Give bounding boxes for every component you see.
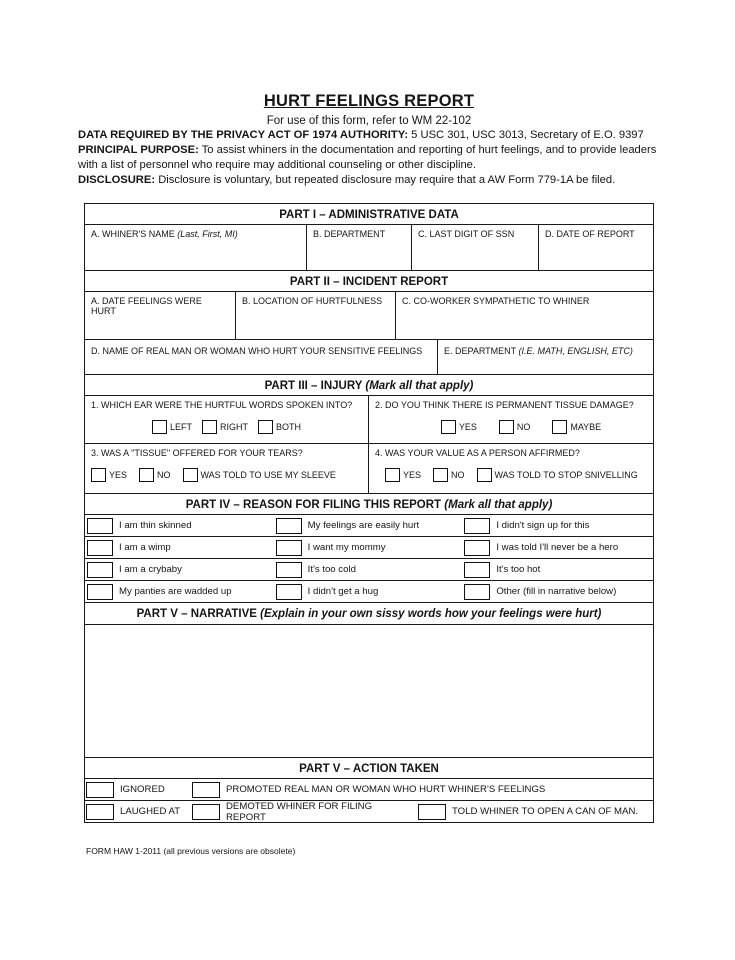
part3-questions-b (85, 443, 653, 493)
reason-row (85, 580, 653, 602)
action-demoted-label: DEMOTED WHINER FOR FILING REPORT (226, 800, 373, 823)
q4-option-no[interactable] (433, 468, 465, 482)
q1-option-right-label: RIGHT (220, 422, 248, 432)
question-1 (85, 396, 368, 443)
disclosure-text: Disclosure is voluntary, but repeated disclosure may require that a AW Form 779-1A be filed. (158, 174, 616, 186)
checkbox[interactable] (464, 518, 490, 534)
action-heading-row (85, 758, 653, 778)
q1-option-both-label: BOTH (276, 422, 302, 432)
department-label: B. DEPARTMENT (313, 229, 386, 239)
question-3 (85, 444, 368, 493)
reason-item[interactable] (276, 515, 465, 536)
offender-department-hint: (I.E. MATH, ENGLISH, ETC) (518, 346, 633, 356)
narrative-heading (85, 603, 653, 623)
checkbox[interactable] (183, 468, 198, 482)
offender-name-field[interactable] (85, 340, 437, 374)
q1-option-left[interactable] (152, 420, 192, 434)
action-row-1 (85, 778, 653, 800)
checkbox[interactable] (464, 562, 490, 578)
part1-heading: PART I – ADMINISTRATIVE DATA (279, 209, 459, 221)
reason-item[interactable] (464, 515, 653, 536)
q3-option-sleeve[interactable] (183, 468, 336, 482)
offender-department-label: E. DEPARTMENT (444, 346, 517, 356)
reason-item[interactable] (85, 581, 276, 602)
offender-name-label: D. NAME OF REAL MAN OR WOMAN WHO HURT YOUR SENSITIVE FEELINGS (91, 346, 423, 356)
part3-title: PART III – INJURY (264, 380, 363, 392)
part4-hint: (Mark all that apply) (444, 499, 553, 511)
part1-fields (85, 224, 653, 270)
offender-department-field[interactable] (437, 340, 653, 374)
privacy-line (78, 128, 660, 143)
q2-option-no[interactable] (499, 420, 531, 434)
reason-label: I didn't sign up for this (496, 520, 590, 531)
whiner-name-hint: (Last, First, MI) (177, 229, 238, 239)
part3-questions-a (85, 395, 653, 443)
reason-item[interactable] (276, 537, 465, 558)
part4-heading (85, 494, 653, 514)
purpose-label: PRINCIPAL PURPOSE: (78, 144, 199, 156)
reason-row (85, 558, 653, 580)
checkbox[interactable] (258, 420, 273, 434)
disclosure-line (78, 173, 660, 188)
checkbox[interactable] (276, 518, 302, 534)
reason-label: My panties are wadded up (119, 586, 232, 597)
action-row-2 (85, 800, 653, 822)
checkbox[interactable] (276, 562, 302, 578)
part3-hint: (Mark all that apply) (365, 380, 474, 392)
q4-option-yes[interactable] (385, 468, 421, 482)
reason-item[interactable] (276, 559, 465, 580)
checkbox[interactable] (87, 562, 113, 578)
question-1-text: 1. WHICH EAR WERE THE HURTFUL WORDS SPOKEN INTO? (91, 400, 353, 410)
part1-heading-row (85, 204, 653, 224)
q1-option-both[interactable] (258, 420, 301, 434)
reason-label: Other (fill in narrative below) (496, 586, 617, 597)
part4-title: PART IV – REASON FOR FILING THIS REPORT (185, 499, 442, 511)
checkbox[interactable] (152, 420, 167, 434)
part2-fields-b (85, 339, 653, 374)
whiner-name-label: A. WHINER'S NAME (91, 229, 175, 239)
question-2 (368, 396, 653, 443)
checkbox[interactable] (202, 420, 217, 434)
checkbox[interactable] (464, 584, 490, 600)
checkbox[interactable] (499, 420, 514, 434)
q3-option-sleeve-label: WAS TOLD TO USE MY SLEEVE (200, 470, 336, 480)
disclosure-label: DISCLOSURE: (78, 174, 156, 186)
q3-option-no-label: NO (157, 470, 171, 480)
reason-label: I didn't get a hug (307, 586, 379, 597)
reason-label: It's too hot (496, 564, 541, 575)
reason-label: I am a wimp (119, 542, 171, 553)
report-date-field[interactable] (538, 225, 653, 270)
checkbox[interactable] (87, 518, 113, 534)
question-1-options (91, 420, 362, 434)
checkbox[interactable] (86, 804, 114, 820)
q2-option-no-label: NO (516, 422, 531, 432)
checkbox[interactable] (477, 468, 492, 482)
location-field[interactable] (235, 292, 395, 339)
part2-fields-a (85, 291, 653, 339)
action-laughed-label: LAUGHED AT (120, 806, 181, 817)
checkbox[interactable] (87, 584, 113, 600)
question-4 (368, 444, 653, 493)
form-title: HURT FEELINGS REPORT (263, 92, 475, 110)
ssn-label: C. LAST DIGIT OF SSN (418, 229, 515, 239)
q2-option-maybe[interactable] (552, 420, 601, 434)
reason-item[interactable] (464, 581, 653, 602)
department-field[interactable] (306, 225, 411, 270)
question-3-text: 3. WAS A "TISSUE" OFFERED FOR YOUR TEARS? (91, 448, 303, 458)
checkbox[interactable] (464, 540, 490, 556)
q2-option-yes[interactable] (441, 420, 477, 434)
action-heading: PART V – ACTION TAKEN (299, 763, 439, 775)
privacy-text: 5 USC 301, USC 3013, Secretary of E.O. 9397 (411, 129, 644, 141)
narrative-title: PART V – NARRATIVE (136, 608, 257, 620)
question-3-options (91, 468, 362, 482)
checkbox[interactable] (87, 540, 113, 556)
whiner-name-field[interactable] (85, 225, 306, 270)
q3-option-yes[interactable] (91, 468, 127, 482)
purpose-line (78, 143, 660, 173)
q4-option-snivelling[interactable] (477, 468, 638, 482)
checkbox[interactable] (433, 468, 448, 482)
purpose-text: To assist whiners in the documentation and reporting of hurt feelings, and to provide leaders with a list of personnel who require may additional counseling or other discipline. (78, 144, 657, 171)
reason-item[interactable] (464, 559, 653, 580)
reason-item[interactable] (85, 537, 276, 558)
form-footer: FORM HAW 1-2011 (all previous versions are obsolete) (86, 846, 296, 856)
part2-heading-row (85, 270, 653, 291)
narrative-textarea[interactable] (85, 624, 653, 758)
reason-item[interactable] (276, 581, 465, 602)
q4-option-yes-label: YES (403, 470, 422, 480)
ssn-field[interactable] (411, 225, 538, 270)
checkbox[interactable] (86, 782, 114, 798)
narrative-hint: (Explain in your own sissy words how your feelings were hurt) (260, 608, 602, 620)
part3-heading (85, 375, 653, 395)
privacy-label: DATA REQUIRED BY THE PRIVACY ACT OF 1974 AUTHORITY: (78, 129, 409, 141)
action-promoted-label: PROMOTED REAL MAN OR WOMAN WHO HURT WHINER'S FEELINGS (226, 784, 546, 795)
reason-label: I am thin skinned (119, 520, 192, 531)
checkbox[interactable] (139, 468, 154, 482)
checkbox[interactable] (192, 804, 220, 820)
coworker-label: C. CO-WORKER SYMPATHETIC TO WHINER (402, 296, 590, 306)
location-label: B. LOCATION OF HURTFULNESS (242, 296, 383, 306)
checkbox[interactable] (276, 540, 302, 556)
reason-label: My feelings are easily hurt (307, 520, 420, 531)
checkbox[interactable] (276, 584, 302, 600)
reason-label: It's too cold (307, 564, 356, 575)
checkbox[interactable] (91, 468, 106, 482)
date-hurt-field[interactable] (85, 292, 235, 339)
part4-heading-row (85, 493, 653, 514)
q2-option-yes-label: YES (458, 422, 477, 432)
q4-option-no-label: NO (451, 470, 465, 480)
date-hurt-label: A. DATE FEELINGS WERE HURT (91, 296, 202, 316)
q1-option-left-label: LEFT (169, 422, 192, 432)
q2-option-maybe-label: MAYBE (570, 422, 602, 432)
reason-row (85, 514, 653, 536)
reason-item[interactable] (85, 515, 276, 536)
form-header (78, 92, 660, 188)
part3-heading-row (85, 374, 653, 395)
question-4-options (375, 468, 647, 482)
part2-heading: PART II – INCIDENT REPORT (289, 276, 449, 288)
q3-option-no[interactable] (139, 468, 171, 482)
checkbox[interactable] (385, 468, 400, 482)
coworker-field[interactable] (395, 292, 653, 339)
checkbox[interactable] (418, 804, 446, 820)
checkbox[interactable] (192, 782, 220, 798)
q4-option-snivelling-label: WAS TOLD TO STOP SNIVELLING (494, 470, 638, 480)
q1-option-right[interactable] (202, 420, 248, 434)
reason-label: I was told I'll never be a hero (496, 542, 619, 553)
reason-item[interactable] (464, 537, 653, 558)
report-form (84, 203, 654, 823)
reason-row (85, 536, 653, 558)
question-4-text: 4. WAS YOUR VALUE AS A PERSON AFFIRMED? (375, 448, 580, 458)
reason-item[interactable] (85, 559, 276, 580)
action-can-of-man-label: TOLD WHINER TO OPEN A CAN OF MAN. (452, 806, 639, 817)
question-2-options (375, 420, 647, 434)
checkbox[interactable] (441, 420, 456, 434)
narrative-section (85, 602, 653, 758)
report-date-label: D. DATE OF REPORT (545, 229, 635, 239)
q3-option-yes-label: YES (109, 470, 128, 480)
checkbox[interactable] (552, 420, 567, 434)
question-2-text: 2. DO YOU THINK THERE IS PERMANENT TISSUE DAMAGE? (375, 400, 634, 410)
form-subtitle: For use of this form, refer to WM 22-102 (266, 115, 472, 127)
action-ignored-label: IGNORED (120, 784, 165, 795)
reason-label: I want my mommy (307, 542, 386, 553)
reason-label: I am a crybaby (119, 564, 182, 575)
